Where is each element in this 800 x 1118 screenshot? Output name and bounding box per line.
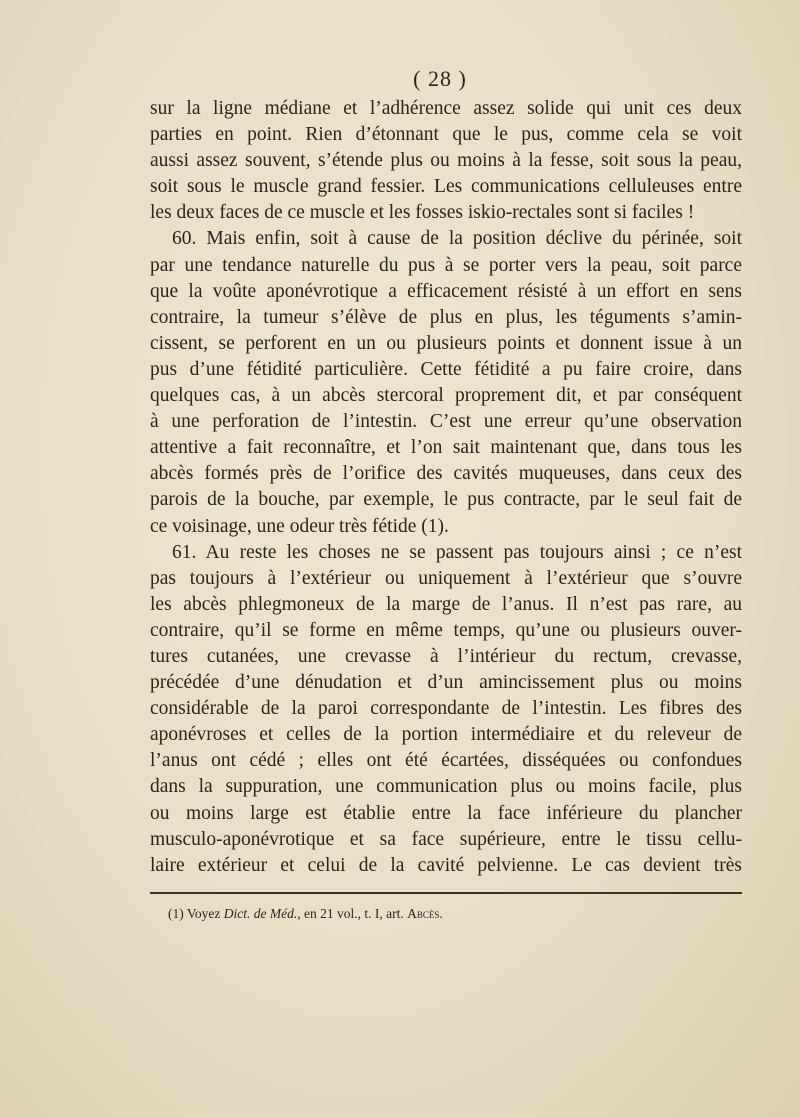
footnote-details: , en 21 vol., t. I, art. (297, 906, 404, 921)
text-line: sur la ligne médiane et l’adhérence assez solide qui unit ces deux (150, 98, 742, 119)
text-line: contraire, la tumeur s’élève de plus en plus, les téguments s’amin- (150, 306, 742, 328)
text-line: considérable de la paroi correspondante de l’intestin. Les fibres des (150, 698, 742, 720)
text-line: parois de la bouche, par exemple, le pus contracte, par le seul fait de (150, 489, 742, 511)
footnote-article: Abcès. (407, 906, 443, 921)
text-line: abcès formés près de l’orifice des cavités muqueuses, dans ceux des (150, 463, 742, 485)
text-line: attentive a fait reconnaître, et l’on sait maintenant que, dans tous les (150, 437, 742, 459)
text-line: les abcès phlegmoneux de la marge de l’anus. Il n’est pas rare, au (150, 593, 742, 615)
text-line: 60. Mais enfin, soit à cause de la position déclive du périnée, soit (172, 228, 742, 250)
footnote-marker: (1) (168, 906, 184, 921)
text-line: précédée d’une dénudation et d’un amincissement plus ou moins (150, 672, 742, 694)
text-line: 61. Au reste les choses ne se passent pas toujours ainsi ; ce n’est (172, 541, 742, 563)
text-line: aussi assez souvent, s’étende plus ou moins à la fesse, soit sous la peau, (150, 150, 742, 172)
text-line: tures cutanées, une crevasse à l’intérieur du rectum, crevasse, (150, 645, 742, 667)
text-line: aponévroses et celles de la portion intermédiaire et du releveur de (150, 724, 742, 746)
text-line: contraire, qu’il se forme en même temps, qu’une ou plusieurs ouver- (150, 619, 742, 641)
footnote (168, 905, 688, 923)
text-line: pas toujours à l’extérieur ou uniquement à l’extérieur que s’ouvre (150, 567, 742, 589)
text-line: par une tendance naturelle du pus à se porter vers la peau, soit parce (150, 254, 742, 276)
footnote-lead: Voyez (186, 906, 221, 921)
footnote-rule (150, 892, 742, 894)
text-line: ou moins large est établie entre la face inférieure du plancher (150, 802, 742, 824)
page-number: ( 28 ) (413, 66, 467, 91)
text-line: musculo-aponévrotique et sa face supérieure, entre le tissu cellu- (150, 828, 742, 850)
text-line: les deux faces de ce muscle et les fosses iskio-rectales sont si faciles ! (150, 202, 695, 224)
text-line: que la voûte aponévrotique a efficacement résisté à un effort en sens (150, 280, 742, 302)
text-line: à une perforation de l’intestin. C’est une erreur qu’une observation (150, 411, 742, 433)
text-line: cissent, se perforent en un ou plusieurs points et donnent issue à un (150, 332, 742, 354)
text-line: quelques cas, à un abcès stercoral proprement dit, et par conséquent (150, 385, 742, 407)
text-line: soit sous le muscle grand fessier. Les communications celluleuses entre (150, 176, 742, 198)
text-line: dans la suppuration, une communication plus ou moins facile, plus (150, 776, 742, 798)
text-line: pus d’une fétidité particulière. Cette fétidité a pu faire croire, dans (150, 358, 742, 380)
body-text (150, 96, 742, 879)
text-line: l’anus ont cédé ; elles ont été écartées, disséquées ou confondues (150, 750, 742, 772)
text-line: parties en point. Rien d’étonnant que le pus, comme cela se voit (150, 124, 742, 146)
footnote-title: Dict. de Méd. (223, 906, 298, 921)
text-line: laire extérieur et celui de la cavité pelvienne. Le cas devient très (150, 854, 742, 876)
text-line: ce voisinage, une odeur très fétide (1). (150, 515, 449, 537)
